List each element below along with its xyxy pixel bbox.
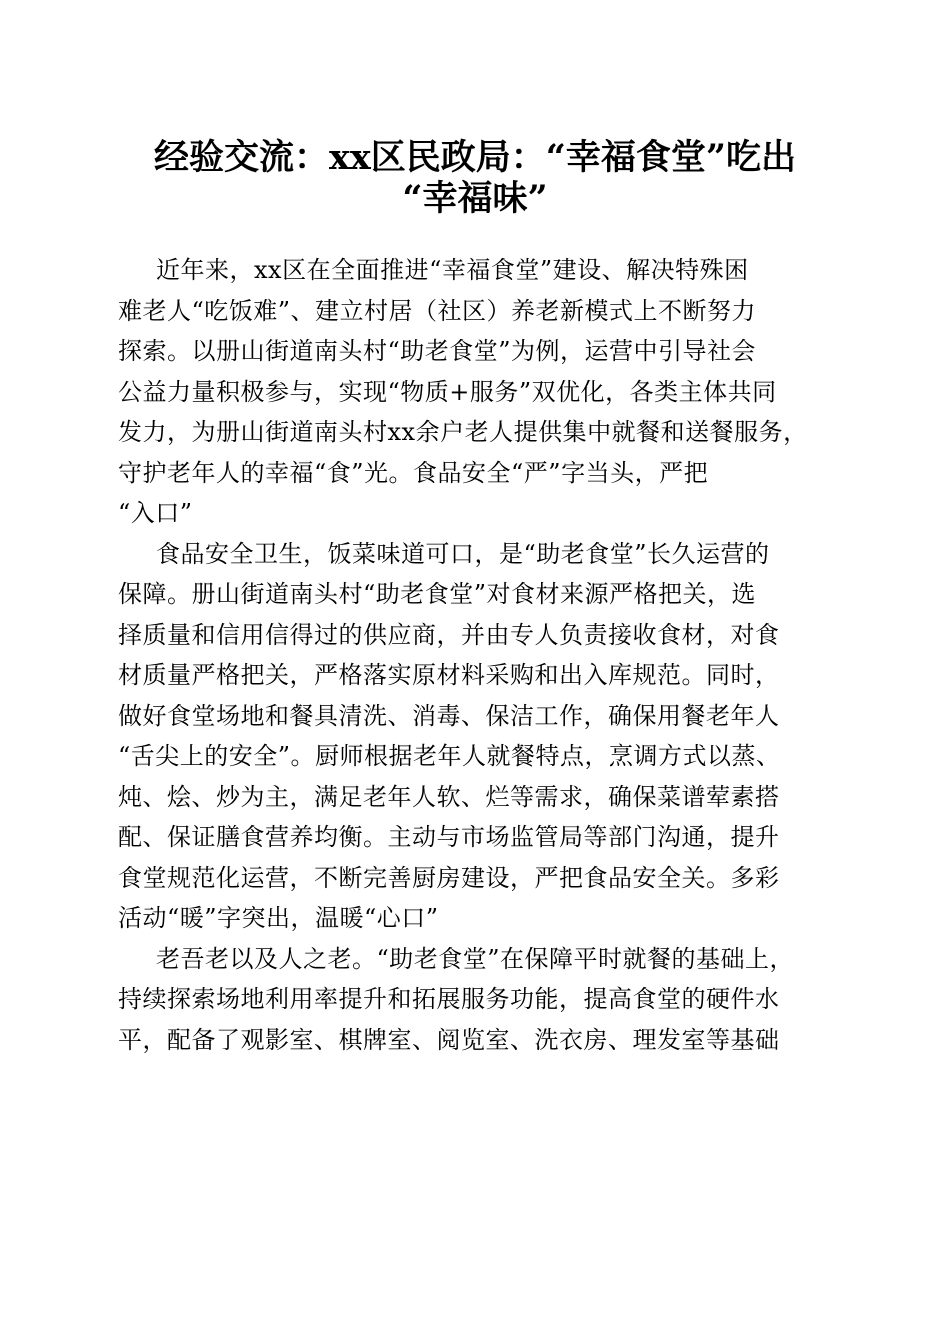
body-line: 保障。册山街道南头村“助老食堂”对食材来源严格把关，选 (118, 580, 757, 608)
body-line: 持续探索场地利用率提升和拓展服务功能，提高食堂的硬件水 (118, 985, 780, 1013)
body-line: 食品安全卫生，饭菜味道可口，是“助老食堂”长久运营的 (156, 539, 770, 568)
body-line: 守护老年人的幸福“食”光。食品安全“严”字当头，严把 (118, 458, 709, 487)
document-title (100, 134, 850, 219)
body-line: 探索。以册山街道南头村“助老食堂”为例，运营中引导社会 (118, 337, 757, 365)
body-line: 炖、烩、炒为主，满足老年人软、烂等需求，确保菜谱荤素搭 (118, 782, 780, 811)
document-body (118, 250, 840, 1060)
body-line: 发力，为册山街道南头村xx余户老人提供集中就餐和送餐服务， (118, 418, 808, 446)
body-line: 食堂规范化运营，不断完善厨房建设，严把食品安全关。多彩 (118, 863, 780, 892)
body-line: “舌尖上的安全”。厨师根据老年人就餐特点，烹调方式以蒸、 (118, 742, 781, 770)
body-line: 择质量和信用信得过的供应商，并由专人负责接收食材，对食 (118, 620, 780, 649)
body-line: 配、保证膳食营养均衡。主动与市场监管局等部门沟通，提升 (118, 823, 780, 851)
body-line: 活动“暖”字突出，温暖“心口” (118, 904, 439, 932)
body-line: “入口” (118, 499, 193, 527)
body-line: 公益力量积极参与，实现“物质+服务”双优化，各类主体共同 (118, 377, 777, 406)
body-line: 平，配备了观影室、棋牌室、阅览室、洗衣房、理发室等基础 (118, 1025, 780, 1054)
body-line: 老吾老以及人之老。“助老食堂”在保障平时就餐的基础上， (156, 944, 795, 973)
title-line: “幸福味” (402, 177, 548, 219)
title-line: 经验交流：xx区民政局：“幸福食堂”吃出 (154, 137, 796, 178)
body-line: 做好食堂场地和餐具清洗、消毒、保洁工作，确保用餐老年人 (118, 701, 780, 730)
body-line: 材质量严格把关，严格落实原材料采购和出入库规范。同时， (118, 661, 780, 689)
body-line: 难老人“吃饭难”、建立村居（社区）养老新模式上不断努力 (118, 296, 757, 325)
body-line: 近年来，xx区在全面推进“幸福食堂”建设、解决特殊困 (156, 256, 749, 284)
